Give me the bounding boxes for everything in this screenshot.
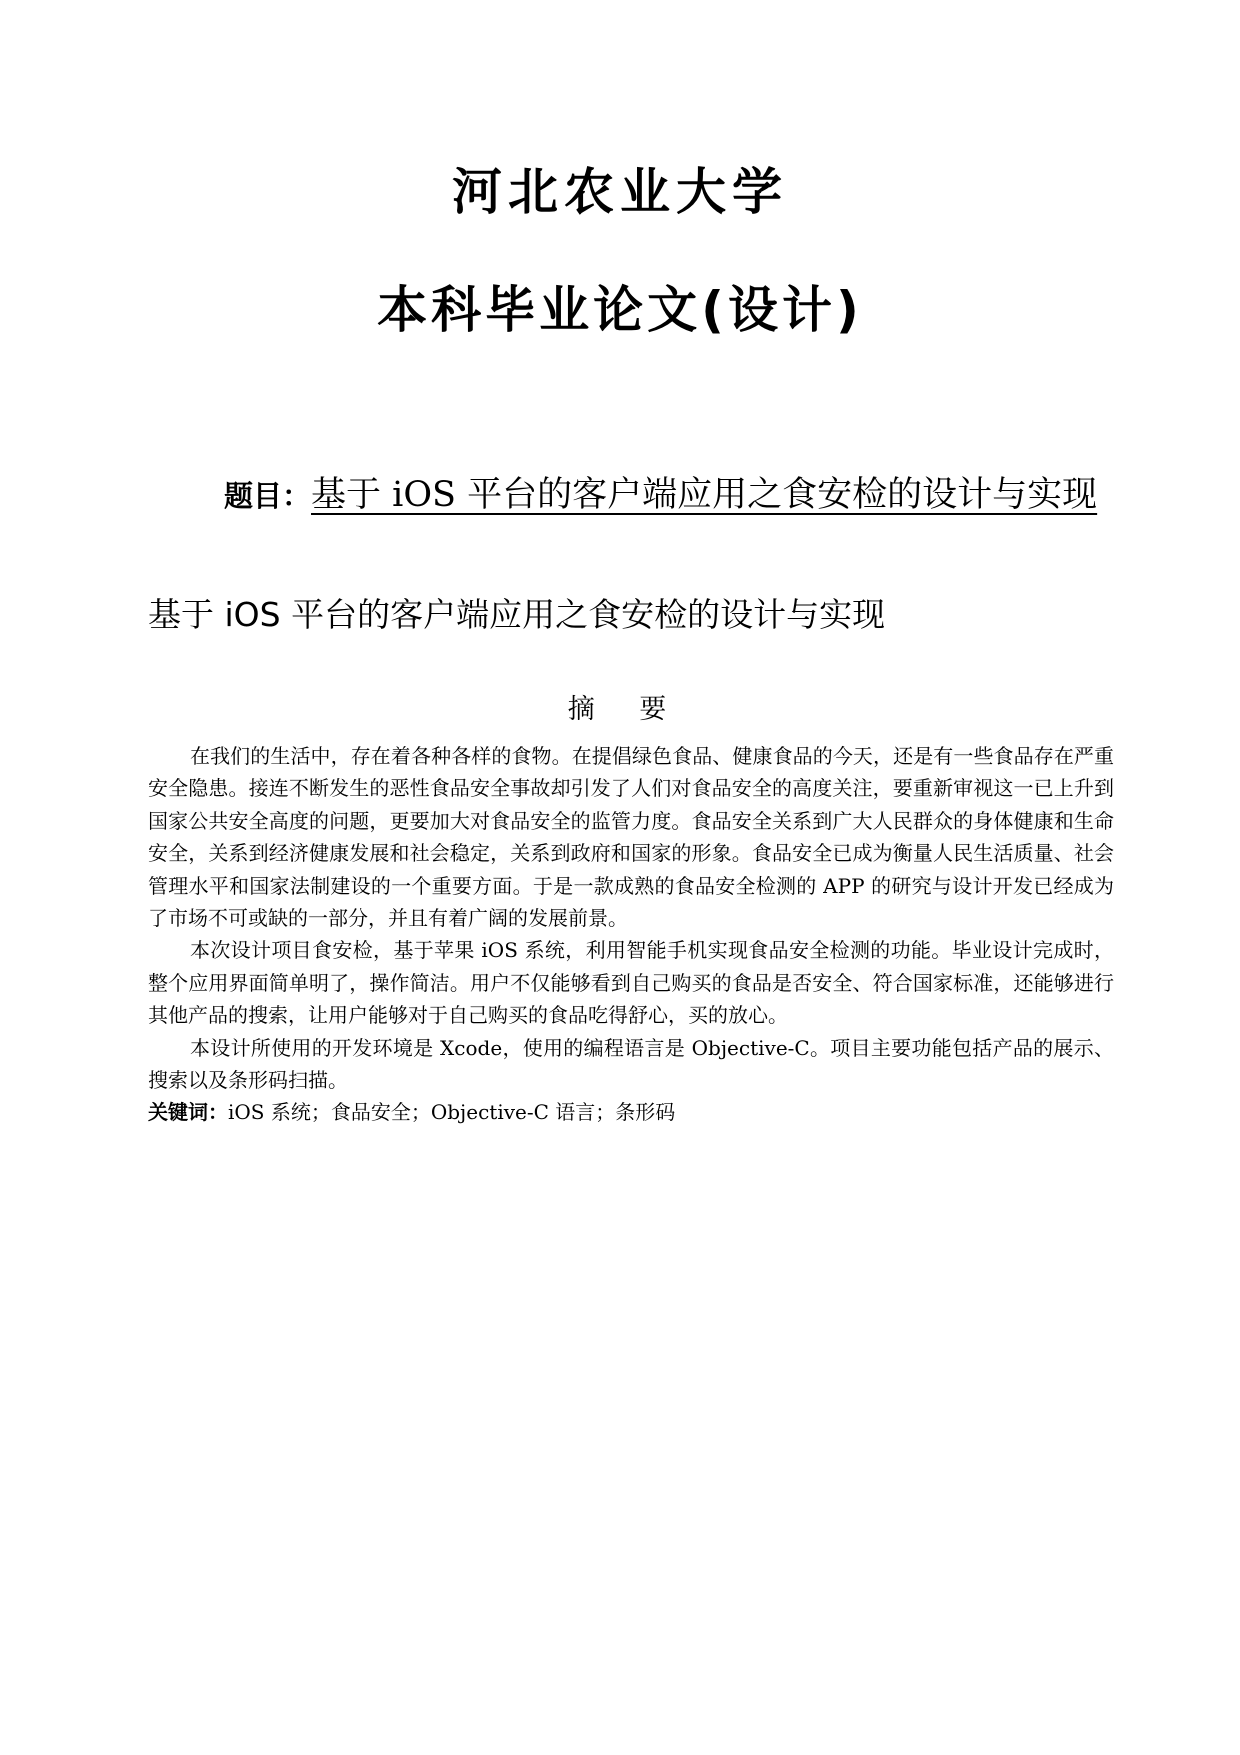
topic-value: 基于 iOS 平台的客户端应用之食安检的设计与实现 (311, 475, 1098, 515)
university-name: 河北农业大学 (452, 163, 788, 221)
paper-subtitle: 基于 iOS 平台的客户端应用之食安检的设计与实现 (148, 595, 886, 634)
abstract-heading: 摘 要 (567, 694, 673, 725)
abstract-paragraph: 在我们的生活中，存在着各种各样的食物。在提倡绿色食品、健康食品的今天，还是有一些食品存在严重安全隐患。接连不断发生的恶性食品安全事故却引发了人们对食品安全的高度关注，要重新审视这一已上升到国家公共安全高度的问题，更要加大对食品安全的监管力度。食品安全关系到广大人民群众的身体健康和生命安全，关系到经济健康发展和社会稳定，关系到政府和国家的形象。食品安全已成为衡量人民生活质量、社会管理水平和国家法制建设的一个重要方面。于是一款成熟的食品安全检测的 APP 的研究与设计开发已经成为了市场不可或缺的一部分，并且有着广阔的发展前景。 (148, 744, 1114, 931)
keywords-value: iOS 系统；食品安全；Objective-C 语言；条形码 (228, 1100, 676, 1125)
thesis-type-title: 本科毕业论文(设计) (377, 281, 863, 339)
keywords-line (148, 1096, 1114, 1128)
abstract-paragraph: 本次设计项目食安检，基于苹果 iOS 系统，利用智能手机实现食品安全检测的功能。毕业设计完成时，整个应用界面简单明了，操作简洁。用户不仅能够看到自己购买的食品是否安全、符合国家标准，还能够进行其他产品的搜索，让用户能够对于自己购买的食品吃得舒心，买的放心。 (148, 938, 1114, 1028)
topic-label: 题目： (224, 479, 312, 513)
keywords-label: 关键词： (148, 1100, 228, 1125)
abstract-body (148, 740, 1114, 1129)
abstract-paragraph: 本设计所使用的开发环境是 Xcode，使用的编程语言是 Objective-C。项目主要功能包括产品的展示、搜索以及条形码扫描。 (148, 1035, 1114, 1093)
topic-line (148, 462, 1120, 529)
